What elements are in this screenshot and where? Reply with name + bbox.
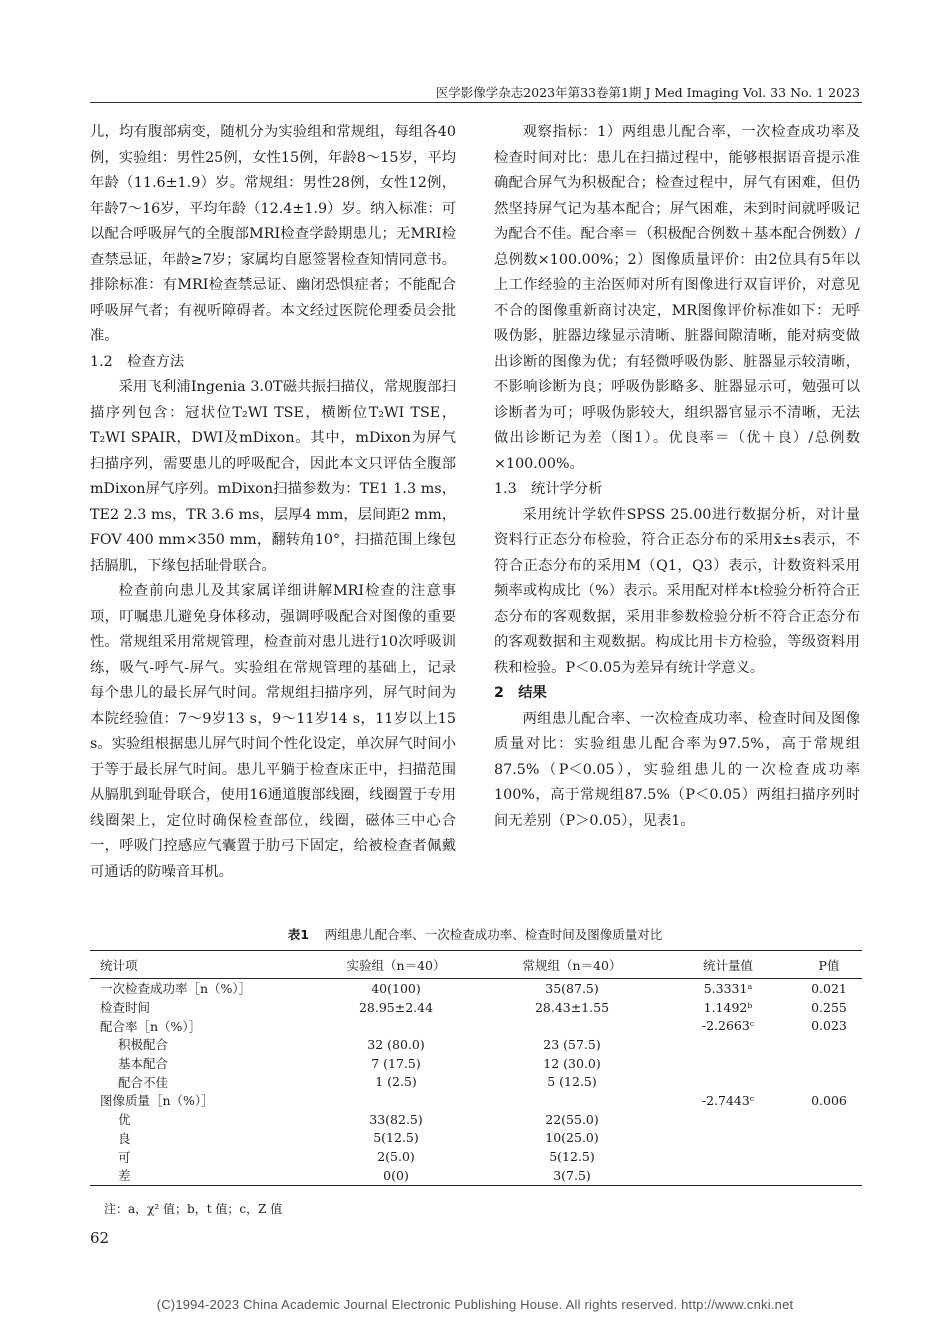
copyright-footer: (C)1994-2023 China Academic Journal Electronic Publishing House. All rights reserved. http://www.cnki.net <box>156 1297 794 1312</box>
p-value <box>796 1035 862 1054</box>
header-control: 常规组（n＝40） <box>484 951 660 979</box>
statistic-value <box>660 1147 796 1166</box>
row-label: 配合率［n（%）］ <box>100 1018 202 1034</box>
experimental-value: 32 (80.0) <box>367 1036 425 1052</box>
experimental-value: 28.95±2.44 <box>358 999 434 1015</box>
p-value <box>796 1166 862 1185</box>
control-value <box>484 1091 660 1110</box>
table-row <box>90 979 862 998</box>
table-row <box>90 1054 862 1073</box>
control-value: 5(12.5) <box>549 1149 595 1165</box>
table-caption-label: 表1 <box>287 927 309 942</box>
results-table <box>90 950 862 1186</box>
running-header: 医学影像学杂志2023年第33卷第1期 J Med Imaging Vol. 33 No. 1 2023 <box>435 85 860 100</box>
statistic-value <box>660 1054 796 1073</box>
table-row <box>90 1129 862 1148</box>
p-value <box>796 1129 862 1148</box>
p-value <box>796 1054 862 1073</box>
row-label: 配合不佳 <box>118 1074 169 1090</box>
p-value <box>796 1072 862 1091</box>
section-heading: 1.3 统计学分析 <box>494 481 603 497</box>
control-value: 23 (57.5) <box>543 1036 601 1052</box>
experimental-value: 0(0) <box>308 1166 484 1185</box>
paragraph: 儿，均有腹部病变，随机分为实验组和常规组，每组各40例，实验组：男性25例，女性15例，年龄8～15岁，平均年龄（11.6±1.9）岁。常规组：男性28例，女性12例，年龄7～16岁，平均年龄（12.4±1.9）岁。纳入标准：可以配合呼吸屏气的全腹部MRI检查学龄期患儿；无MRI检查禁忌证，年龄≥7岁；家属均自愿签署检查知情同意书。排除标准：有MRI检查禁忌证、幽闭恐惧症者；不能配合呼吸屏气者；有视听障碍者。本文经过医院伦理委员会批准。 <box>90 124 456 344</box>
table-row <box>90 1166 862 1185</box>
table-row <box>90 1035 862 1054</box>
statistic-value: 1.1492ᵇ <box>703 999 753 1015</box>
header-statistic: 统计量值 <box>660 951 796 979</box>
table-caption-text: 两组患儿配合率、一次检查成功率、检查时间及图像质量对比 <box>324 927 663 942</box>
statistic-value: -2.2663ᶜ <box>701 1018 755 1034</box>
table-caption <box>0 925 950 943</box>
statistic-value <box>660 1035 796 1054</box>
section-heading: 1.2 检查方法 <box>90 353 185 370</box>
table-row <box>90 1091 862 1110</box>
statistic-value <box>660 1166 796 1185</box>
control-value: 5 (12.5) <box>547 1074 597 1090</box>
table-note: 注：a，χ² 值；b，t 值；c，Z 值 <box>104 1202 283 1216</box>
row-label: 差 <box>90 1166 308 1185</box>
table-header-row <box>90 951 862 979</box>
control-value <box>484 1016 660 1035</box>
section-heading-text: 2 结果 <box>494 685 547 701</box>
experimental-value: 40(100) <box>371 980 421 996</box>
header-experimental: 实验组（n＝40） <box>308 951 484 979</box>
experimental-value: 33(82.5) <box>369 1111 423 1127</box>
row-label: 良 <box>118 1130 131 1146</box>
experimental-value: 7 (17.5) <box>371 1055 421 1071</box>
experimental-value <box>308 1091 484 1110</box>
row-label: 基本配合 <box>118 1056 169 1072</box>
control-value: 10(25.0) <box>545 1130 599 1146</box>
paragraph: 检查前向患儿及其家属详细讲解MRI检查的注意事项，叮嘱患儿避免身体移动，强调呼吸配合对图像的重要性。常规组采用常规管理，检查前对患儿进行10次呼吸训练，吸气-呼气-屏气。实验组在常规管理的基础上，记录每个患儿的最长屏气时间。常规组扫描序列，屏气时间为本院经验值：7～9岁13 s，9～11岁14 s，11岁以上15 s。实验组根据患儿屏气时间个性化设定，单次屏气时间小于等于最长屏气时间。患儿平躺于检查床正中，扫描范围从膈肌到耻骨联合，使用16通道腹部线圈，线圈置于专用线圈架上，定位时确保检查部位，线圈，磁体三中心合一，呼吸门控感应气囊置于肋弓下固定，给被检查者佩戴可通话的防噪音耳机。 <box>90 583 456 880</box>
statistic-value: 5.3331ᵃ <box>703 980 753 996</box>
experimental-value: 5(12.5) <box>373 1130 419 1146</box>
p-value: 0.023 <box>811 1018 847 1034</box>
row-label: 优 <box>118 1112 131 1128</box>
page-number: 62 <box>90 1229 110 1247</box>
control-value: 3(7.5) <box>484 1166 660 1185</box>
table-row <box>90 1147 862 1166</box>
experimental-value <box>308 1016 484 1035</box>
header-item: 统计项 <box>90 951 308 979</box>
table-row <box>90 1016 862 1035</box>
table-row <box>90 1072 862 1091</box>
header-rule <box>90 102 862 103</box>
control-value: 35(87.5) <box>545 980 599 996</box>
row-label: 图像质量［n（%）］ <box>100 1093 214 1109</box>
p-value <box>796 1110 862 1129</box>
paragraph: 两组患儿配合率、一次检查成功率、检查时间及图像质量对比：实验组患儿配合率为97.5%，高于常规组87.5%（P＜0.05），实验组患儿的一次检查成功率100%，高于常规组87.5%（P＜0.05）两组扫描序列时间无差别（P＞0.05），见表1。 <box>494 710 860 829</box>
table-row <box>90 998 862 1017</box>
control-value: 12 (30.0) <box>543 1055 601 1071</box>
statistic-value <box>660 1072 796 1091</box>
control-value: 22(55.0) <box>545 1111 599 1127</box>
p-value <box>796 1147 862 1166</box>
p-value: 0.021 <box>811 980 847 996</box>
header-p-value: P值 <box>796 951 862 979</box>
left-column <box>90 120 456 885</box>
paragraph: 采用统计学软件SPSS 25.00进行数据分析，对计量资料行正态分布检验，符合正态分布的采用x̄±s表示，不符合正态分布的采用M（Q1，Q3）表示，计数资料采用频率或构成比（%）表示。采用配对样本t检验分析符合正态分布的客观数据，采用非参数检验分析不符合正态分布的客观数据和主观数据。构成比用卡方检验，等级资料用秩和检验。P＜0.05为差异有统计学意义。 <box>494 506 860 676</box>
paragraph: 采用飞利浦Ingenia 3.0T磁共振扫描仪，常规腹部扫描序列包含：冠状位T₂WI TSE，横断位T₂WI TSE，T₂WI SPAIR，DWI及mDixon。其中，mDixon为屏气扫描序列，需要患儿的呼吸配合，因此本文只评估全腹部mDixon屏气序列。mDixon扫描参数为：TE1 1.3 ms，TE2 2.3 ms，TR 3.6 ms，层厚4 mm，层间距2 mm，FOV 400 mm×350 mm，翻转角10°，扫描范围上缘包括膈肌，下缘包括耻骨联合。 <box>90 379 456 574</box>
control-value: 28.43±1.55 <box>534 999 610 1015</box>
section-heading <box>494 681 860 707</box>
paragraph: 观察指标：1）两组患儿配合率，一次检查成功率及检查时间对比：患儿在扫描过程中，能够根据语音提示准确配合屏气为积极配合；检查过程中，屏气有困难，但仍然坚持屏气记为基本配合；屏气困难，未到时间就呼吸记为配合不佳。配合率＝（积极配合例数＋基本配合例数）/总例数×100.00%；2）图像质量评价：由2位具有5年以上工作经验的主治医师对所有图像进行双盲评价，对意见不合的图像重新商讨决定，MR图像评价标准如下：无呼吸伪影，脏器边缘显示清晰、脏器间隙清晰，能对病变做出诊断的图像为优；有轻微呼吸伪影、脏器显示较清晰，不影响诊断为良；呼吸伪影略多、脏器显示可，勉强可以诊断者为可；呼吸伪影较大，组织器官显示不清晰，无法做出诊断记为差（图1）。优良率＝（优＋良）/总例数×100.00%。 <box>494 124 860 472</box>
row-label: 检查时间 <box>100 1000 151 1016</box>
row-label: 可 <box>118 1149 131 1165</box>
statistic-value <box>660 1110 796 1129</box>
statistic-value: -2.7443ᶜ <box>701 1092 755 1108</box>
table-row <box>90 1110 862 1129</box>
statistic-value <box>660 1129 796 1148</box>
p-value: 0.255 <box>811 999 847 1015</box>
experimental-value: 2(5.0) <box>377 1149 415 1165</box>
right-column <box>494 120 860 834</box>
experimental-value: 1 (2.5) <box>375 1074 417 1090</box>
row-label: 积极配合 <box>118 1037 169 1053</box>
p-value: 0.006 <box>811 1092 847 1108</box>
row-label: 一次检查成功率［n（%）］ <box>100 981 252 997</box>
